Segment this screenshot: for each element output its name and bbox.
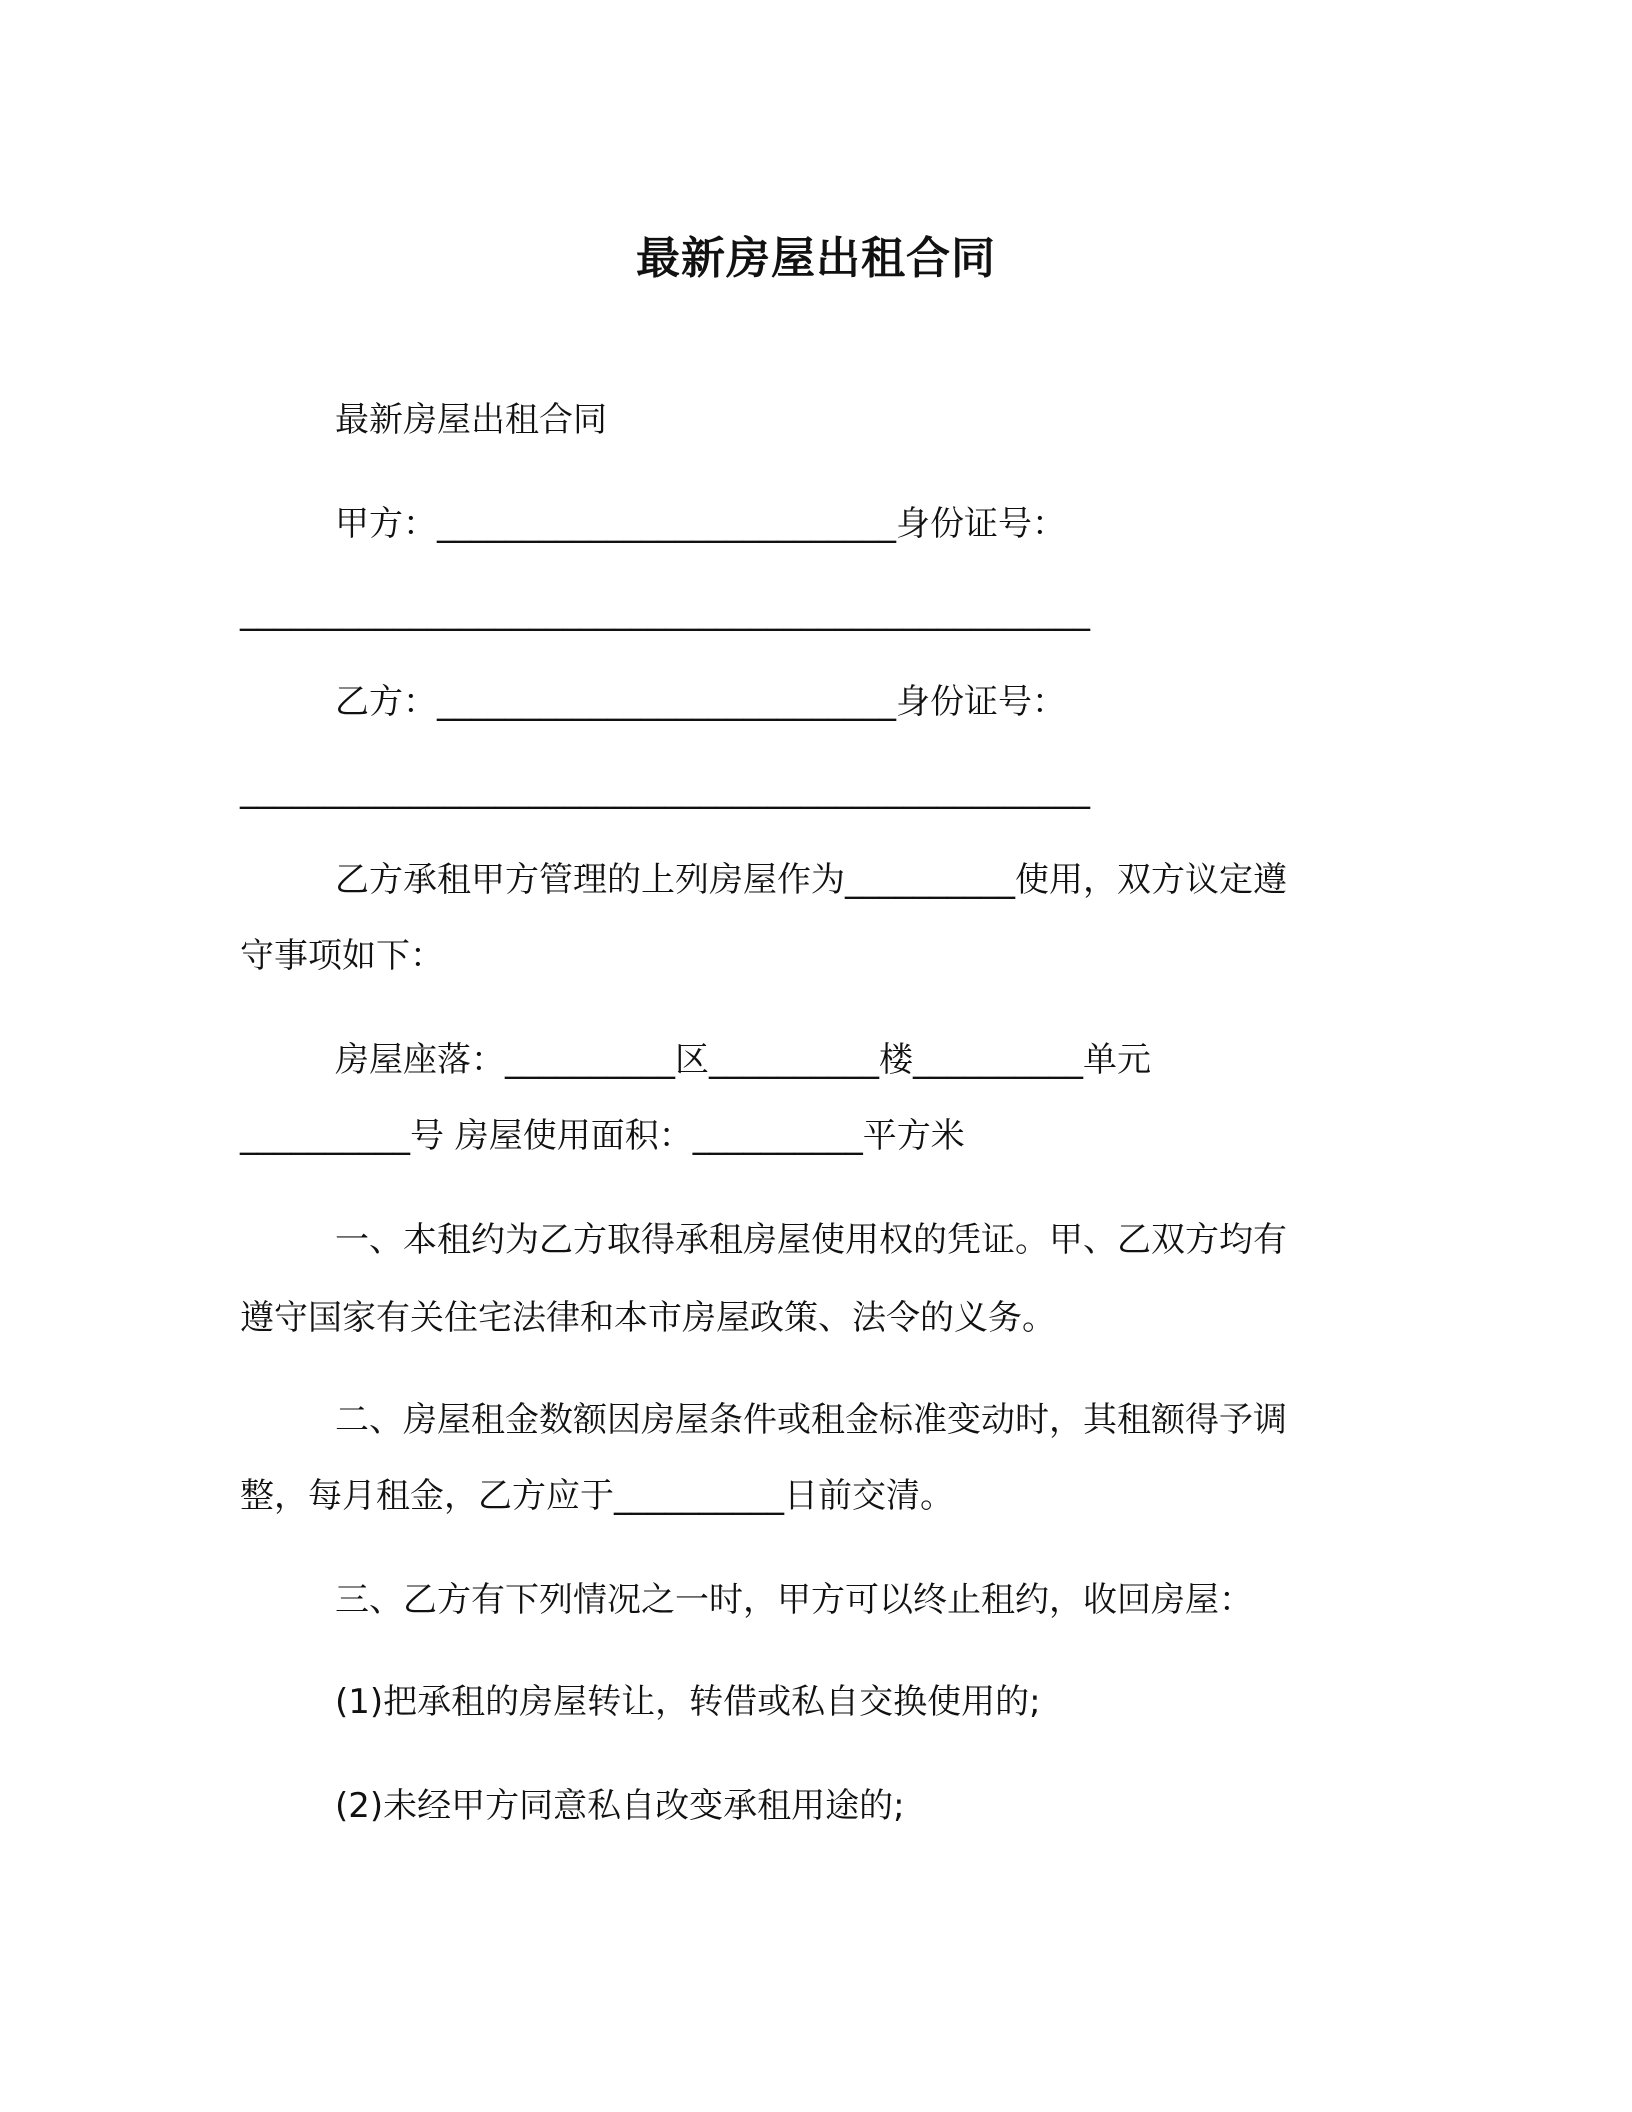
location-line-1: 房屋座落：__________区__________楼__________单元: [335, 1040, 1151, 1080]
usage-clause-line-2: 守事项如下：: [240, 936, 444, 976]
clause-1-line-1: 一、本租约为乙方取得承租房屋使用权的凭证。甲、乙双方均有: [335, 1220, 1287, 1260]
location-line-2: __________号 房屋使用面积：__________平方米: [240, 1116, 965, 1156]
clause-3-line: 三、乙方有下列情况之一时，甲方可以终止租约，收回房屋：: [335, 1580, 1253, 1620]
clause-1-line-2: 遵守国家有关住宅法律和本市房屋政策、法令的义务。: [240, 1298, 1056, 1338]
clause-2-line-2: 整，每月租金，乙方应于__________日前交清。: [240, 1476, 954, 1516]
subtitle-line: 最新房屋出租合同: [335, 400, 607, 440]
document-title: 最新房屋出租合同: [636, 233, 996, 284]
party-a-id-blank: __________________________________________________: [240, 592, 1090, 632]
clause-3-item-1: (1)把承租的房屋转让，转借或私自交换使用的;: [335, 1682, 1041, 1722]
party-b-line: 乙方：___________________________身份证号：: [335, 682, 1066, 722]
clause-2-line-1: 二、房屋租金数额因房屋条件或租金标准变动时，其租额得予调: [335, 1400, 1287, 1440]
usage-clause-line-1: 乙方承租甲方管理的上列房屋作为__________使用，双方议定遵: [335, 860, 1287, 900]
party-b-id-blank: __________________________________________________: [240, 770, 1090, 810]
party-a-line: 甲方：___________________________身份证号：: [335, 504, 1066, 544]
clause-3-item-2: (2)未经甲方同意私自改变承租用途的;: [335, 1786, 905, 1826]
